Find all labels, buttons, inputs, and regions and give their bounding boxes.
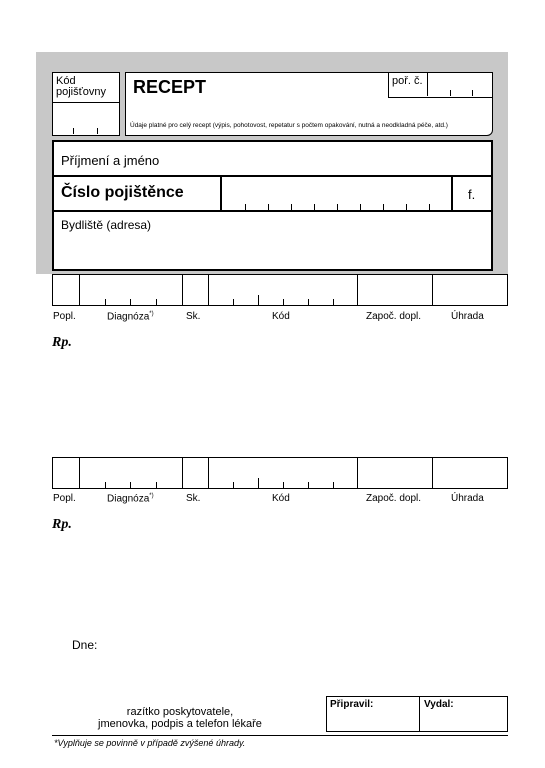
serial-field[interactable] bbox=[427, 72, 493, 96]
diagnoza-sup-2: *) bbox=[149, 493, 154, 499]
popl-label-1: Popl. bbox=[53, 311, 76, 322]
prepared-field[interactable] bbox=[327, 697, 420, 731]
prepared-label: Připravil: bbox=[330, 699, 374, 710]
name-label: Příjmení a jméno bbox=[61, 153, 160, 168]
address-label: Bydliště (adresa) bbox=[61, 218, 152, 232]
issued-field[interactable] bbox=[421, 697, 507, 731]
patient-box bbox=[52, 140, 493, 271]
insurance-number-field[interactable] bbox=[220, 177, 453, 210]
zapoc-label-1: Započ. dopl. bbox=[366, 311, 422, 322]
f-label: f. bbox=[468, 187, 476, 202]
serial-box bbox=[388, 72, 492, 98]
insurer-code-box bbox=[52, 72, 120, 136]
insurer-code-label: Kód pojišťovny bbox=[56, 75, 106, 98]
footnote: *Vyplňuje se povinně v případě zvýšené úhrady. bbox=[54, 738, 246, 748]
sk-label-2: Sk. bbox=[186, 493, 201, 504]
stamp-line-1: razítko poskytovatele, bbox=[126, 706, 234, 718]
insurance-number-label: Číslo pojištěnce bbox=[61, 184, 184, 201]
signature-box bbox=[326, 696, 508, 732]
stamp-line-2: jmenovka, podpis a telefon lékaře bbox=[98, 718, 262, 730]
recept-title: RECEPT bbox=[133, 77, 207, 97]
diagnoza-text-2: Diagnóza bbox=[107, 493, 150, 505]
diagnoza-label-1 bbox=[107, 311, 154, 322]
rp-label-2: Rp. bbox=[52, 517, 72, 532]
popl-label-2: Popl. bbox=[53, 493, 76, 504]
number-divider bbox=[54, 210, 491, 212]
serial-label: poř. č. bbox=[392, 75, 423, 87]
diagnoza-sup-1: *) bbox=[149, 311, 154, 317]
kod-label-2: Kód bbox=[272, 493, 290, 504]
date-label: Dne: bbox=[72, 638, 98, 652]
footer-divider bbox=[52, 735, 508, 736]
stamp-caption bbox=[66, 706, 294, 730]
diagnoza-text-1: Diagnóza bbox=[107, 311, 150, 323]
diagnoza-label-2 bbox=[107, 493, 154, 504]
uhrada-label-1: Úhrada bbox=[451, 311, 484, 322]
recept-header-box bbox=[125, 72, 493, 136]
sk-label-1: Sk. bbox=[186, 311, 201, 322]
prescription-code-strip-1 bbox=[52, 274, 508, 306]
kod-label-1: Kód bbox=[272, 311, 290, 322]
zapoc-label-2: Započ. dopl. bbox=[366, 493, 422, 504]
rp-label-1: Rp. bbox=[52, 335, 72, 350]
prescription-code-strip-2 bbox=[52, 457, 508, 489]
uhrada-label-2: Úhrada bbox=[451, 493, 484, 504]
insurer-code-field[interactable] bbox=[53, 103, 119, 134]
issued-label: Vydal: bbox=[424, 699, 454, 710]
recept-note: Údaje platné pro celý recept (výpis, pohotovost, repetatur s počtem opakování, nutná a neodkladná péče, atd.) bbox=[130, 122, 448, 129]
